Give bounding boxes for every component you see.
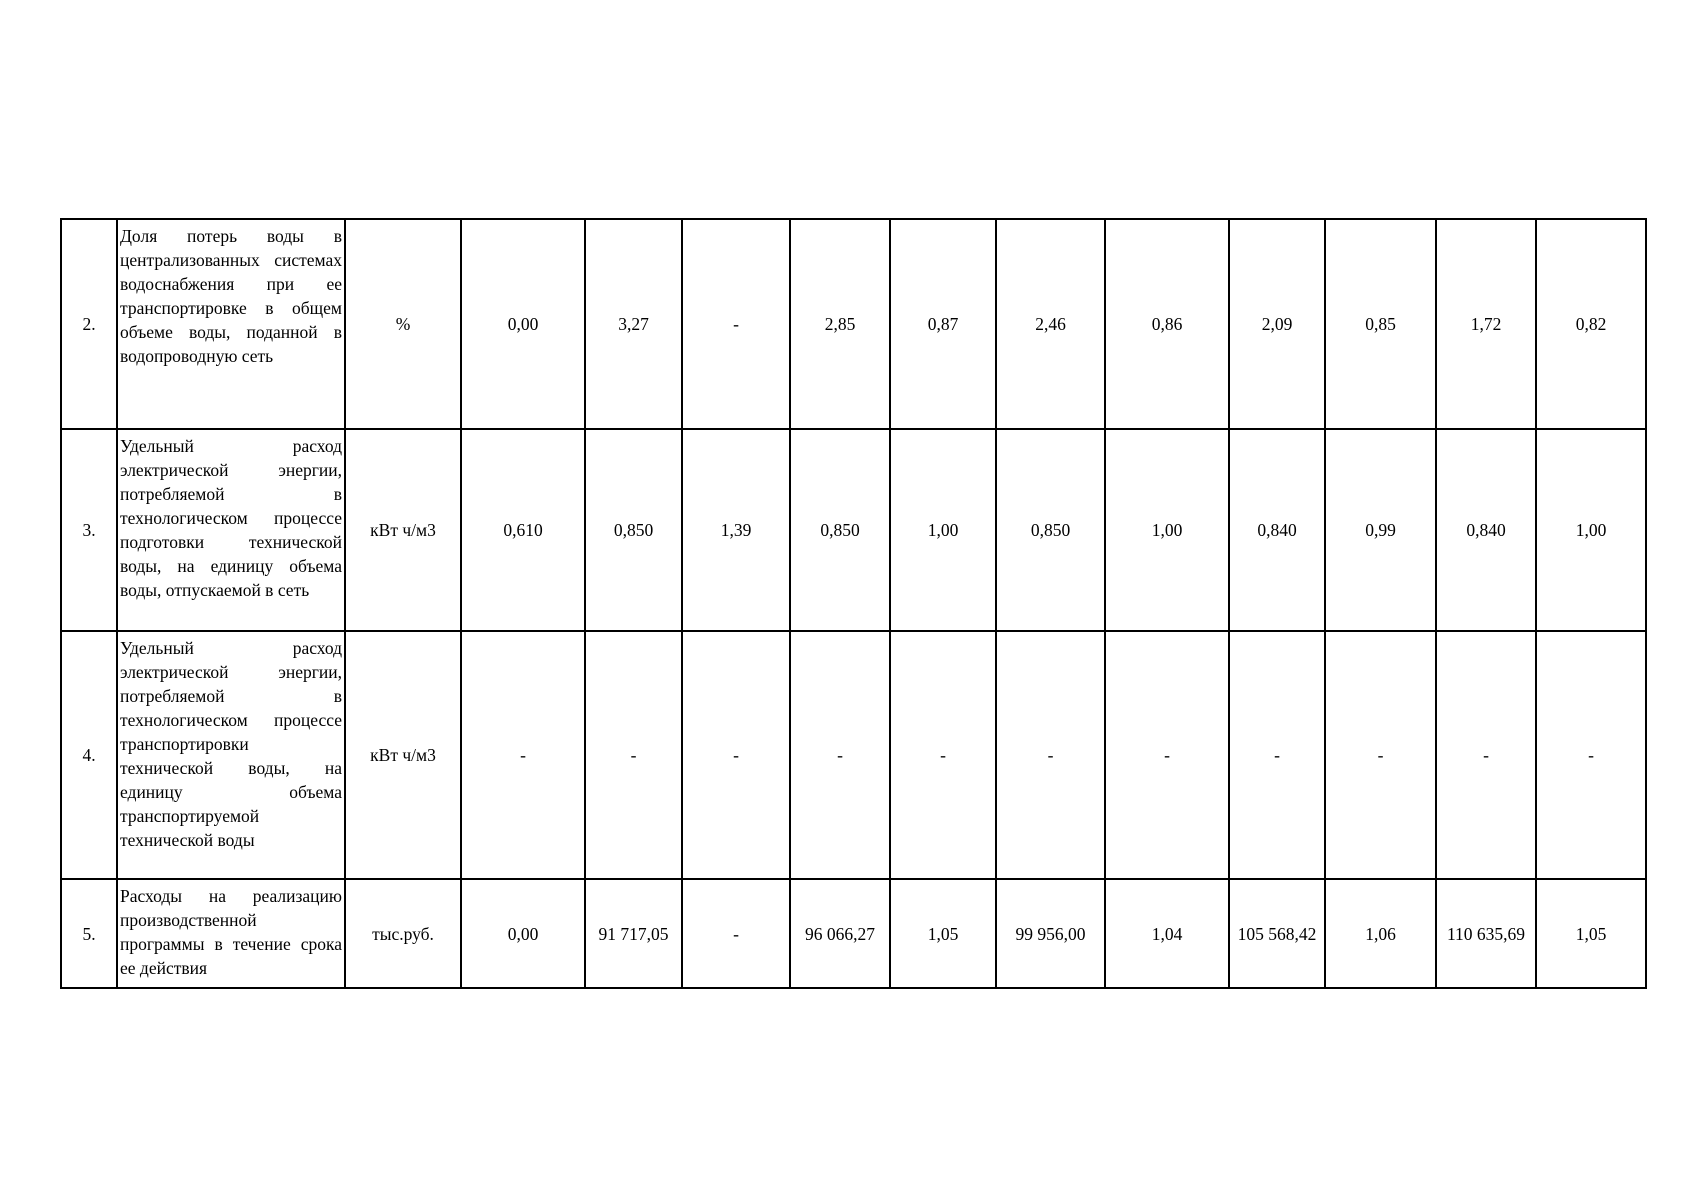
value-cell: - xyxy=(461,631,585,879)
value-cell: - xyxy=(585,631,682,879)
value-cell: 0,840 xyxy=(1229,429,1325,631)
unit-cell: кВт ч/м3 xyxy=(345,631,461,879)
value-cell: 1,00 xyxy=(1536,429,1646,631)
value-cell: 91 717,05 xyxy=(585,879,682,988)
value-cell: 1,39 xyxy=(682,429,790,631)
value-cell: 0,850 xyxy=(790,429,890,631)
value-cell: 1,05 xyxy=(1536,879,1646,988)
value-cell: 1,72 xyxy=(1436,219,1536,429)
value-cell: - xyxy=(790,631,890,879)
indicator-name: Удельный расход электрической энергии, потребляемой в технологическом процессе подготовки технической воды, на единицу объема воды, отпускаемой в сеть xyxy=(117,429,345,631)
value-cell: 0,87 xyxy=(890,219,996,429)
value-cell: 0,850 xyxy=(585,429,682,631)
value-cell: - xyxy=(890,631,996,879)
value-cell: - xyxy=(682,219,790,429)
value-cell: 110 635,69 xyxy=(1436,879,1536,988)
value-cell: 0,00 xyxy=(461,879,585,988)
unit-cell: тыс.руб. xyxy=(345,879,461,988)
value-cell: 0,85 xyxy=(1325,219,1436,429)
value-cell: - xyxy=(1105,631,1229,879)
value-cell: - xyxy=(1536,631,1646,879)
value-cell: 2,85 xyxy=(790,219,890,429)
indicator-name: Расходы на реализацию производственной программы в течение срока ее действия xyxy=(117,879,345,988)
table-row xyxy=(61,879,1646,988)
value-cell: - xyxy=(682,879,790,988)
value-cell: 0,610 xyxy=(461,429,585,631)
value-cell: 2,46 xyxy=(996,219,1105,429)
value-cell: 0,850 xyxy=(996,429,1105,631)
indicator-name: Удельный расход электрической энергии, потребляемой в технологическом процессе транспортировки технической воды, на единицу объема транспортируемой технической воды xyxy=(117,631,345,879)
unit-cell: кВт ч/м3 xyxy=(345,429,461,631)
unit-cell: % xyxy=(345,219,461,429)
table-row xyxy=(61,631,1646,879)
value-cell: 1,06 xyxy=(1325,879,1436,988)
value-cell: - xyxy=(1229,631,1325,879)
value-cell: 1,04 xyxy=(1105,879,1229,988)
value-cell: 99 956,00 xyxy=(996,879,1105,988)
value-cell: 0,99 xyxy=(1325,429,1436,631)
row-number: 3. xyxy=(61,429,117,631)
row-number: 5. xyxy=(61,879,117,988)
value-cell: 1,00 xyxy=(1105,429,1229,631)
value-cell: 2,09 xyxy=(1229,219,1325,429)
value-cell: 1,05 xyxy=(890,879,996,988)
value-cell: - xyxy=(1325,631,1436,879)
value-cell: - xyxy=(996,631,1105,879)
indicators-table xyxy=(60,218,1647,989)
value-cell: 96 066,27 xyxy=(790,879,890,988)
value-cell: 1,00 xyxy=(890,429,996,631)
value-cell: 0,86 xyxy=(1105,219,1229,429)
indicator-name: Доля потерь воды в централизованных системах водоснабжения при ее транспортировке в общем объеме воды, поданной в водопроводную сеть xyxy=(117,219,345,429)
row-number: 4. xyxy=(61,631,117,879)
table-row xyxy=(61,429,1646,631)
value-cell: 0,00 xyxy=(461,219,585,429)
row-number: 2. xyxy=(61,219,117,429)
value-cell: - xyxy=(1436,631,1536,879)
value-cell: 0,82 xyxy=(1536,219,1646,429)
value-cell: 105 568,42 xyxy=(1229,879,1325,988)
table-row xyxy=(61,219,1646,429)
value-cell: 0,840 xyxy=(1436,429,1536,631)
value-cell: - xyxy=(682,631,790,879)
value-cell: 3,27 xyxy=(585,219,682,429)
